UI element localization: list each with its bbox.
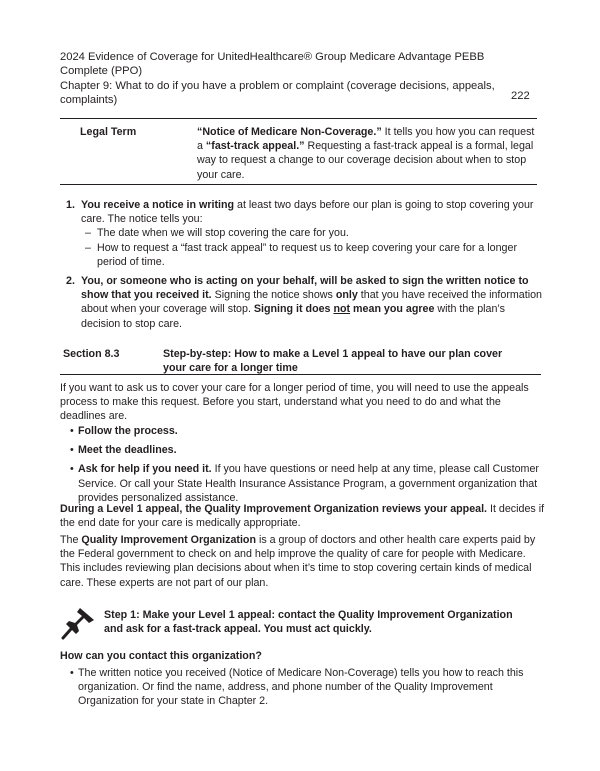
- item-text: that you have received the information about when your coverage will stop.: [81, 289, 542, 316]
- paragraph-text: The: [60, 534, 82, 546]
- page-number: 222: [511, 90, 530, 102]
- qio-name: Quality Improvement Organization: [81, 534, 256, 546]
- level1-paragraph: [60, 502, 545, 530]
- dash-text: The date when we will stop covering the care for you.: [97, 227, 349, 240]
- dash-item: [81, 226, 546, 240]
- table-bottom-rule: [60, 184, 537, 185]
- running-header: [60, 50, 500, 108]
- intro-paragraph: If you want to ask us to cover your care for a longer period of time, you will need to use the appeals process to make this request. Before you start, understand what you need to do and what the deadlines are.: [60, 382, 529, 423]
- section-rule: [60, 374, 541, 375]
- list-item: [66, 198, 546, 269]
- emphasis: Signing it does: [253, 303, 334, 316]
- list-number: 2.: [66, 275, 75, 288]
- pushpin-icon: [60, 606, 96, 640]
- definition-text: It tells you how you can request a: [197, 126, 535, 153]
- item-text: Signing the notice shows: [211, 289, 336, 302]
- contact-heading: How can you contact this organization?: [60, 650, 262, 662]
- item-text: with the plan’s decision to stop care.: [81, 303, 505, 330]
- item-lead: You, or someone who is acting on your behalf, will be asked to sign the written notice to show that you received it.: [81, 275, 529, 302]
- dash-marker: –: [85, 241, 91, 254]
- emphasis: only: [335, 289, 358, 302]
- header-line: Chapter 9: What to do if you have a problem or complaint (coverage decisions, appeals,: [60, 79, 495, 92]
- fast-track-term: “fast-track appeal.”: [205, 140, 305, 153]
- table-top-rule: [60, 118, 537, 119]
- bullet-item: [70, 443, 540, 457]
- bullet-dot: •: [70, 425, 74, 437]
- legal-term-name: “Notice of Medicare Non-Coverage.”: [197, 126, 382, 138]
- bullet-text: Meet the deadlines.: [78, 444, 177, 457]
- list-number: 1.: [66, 199, 75, 211]
- emphasis: mean you agree: [350, 303, 435, 316]
- bullet-item: [70, 424, 540, 438]
- numbered-list: [66, 198, 546, 331]
- qio-paragraph: [60, 533, 545, 590]
- definition-text: Requesting a fast-track appeal is a formal, legal way to request a change to our coverage decision about when to stop your care.: [197, 140, 534, 181]
- dash-text: How to request a “fast track appeal” to request us to keep covering your care for a longer period of time.: [97, 241, 518, 268]
- bullet-dot: •: [70, 463, 74, 476]
- step-1-heading: Step 1: Make your Level 1 appeal: contact the Quality Improvement Organization and ask for a fast-track appeal. You must act quickly.: [104, 609, 513, 636]
- bullet-text: Follow the process.: [78, 425, 178, 437]
- dash-marker: –: [85, 227, 91, 240]
- bullet-dot: •: [70, 667, 74, 679]
- item-text: at least two days before our plan is going to stop covering your care. The notice tells you:: [81, 199, 534, 226]
- header-line: 2024 Evidence of Coverage for UnitedHealthcare® Group Medicare Advantage PEBB: [60, 51, 485, 63]
- bullet-item: [70, 666, 540, 709]
- bullet-text: The written notice you received (Notice of Medicare Non-Coverage) tells you how to reach this organization. Or find the name, address, and phone number of the Quality Improvement Organization for your state in Chapter 2.: [78, 667, 524, 708]
- header-line: Complete (PPO): [60, 65, 143, 78]
- section-number: Section 8.3: [63, 348, 120, 360]
- paragraph-text: It decides if the end date for your care is medically appropriate.: [60, 503, 545, 530]
- contact-bullet-list: [70, 666, 540, 709]
- paragraph-lead: During a Level 1 appeal, the Quality Improvement Organization reviews your appeal.: [60, 503, 488, 515]
- bullet-list: [70, 424, 540, 505]
- legal-term-label: Legal Term: [80, 126, 137, 138]
- bullet-item: [70, 462, 540, 505]
- section-title: Step-by-step: How to make a Level 1 appeal to have our plan cover your care for a longer time: [163, 348, 503, 375]
- list-item: [66, 274, 546, 331]
- paragraph-text: is a group of doctors and other health care experts paid by the Federal government to check on and help improve the quality of care for people with Medicare. This includes reviewing plan decisions about when it’s time to stop covering certain kinds of medical care. These experts are not part of our plan.: [60, 534, 536, 589]
- emphasis-underlined: not: [333, 303, 351, 316]
- header-line: complaints): [60, 94, 118, 107]
- bullet-text: If you have questions or need help at any time, please call Customer Service. Or call your State Health Insurance Assistance Program, a government organization that provides personalized assistance.: [78, 463, 539, 504]
- dash-item: [81, 241, 546, 269]
- bullet-lead: Ask for help if you need it.: [78, 463, 212, 476]
- item-lead: You receive a notice in writing: [81, 199, 235, 211]
- legal-term-definition: [197, 125, 537, 182]
- bullet-dot: •: [70, 444, 74, 457]
